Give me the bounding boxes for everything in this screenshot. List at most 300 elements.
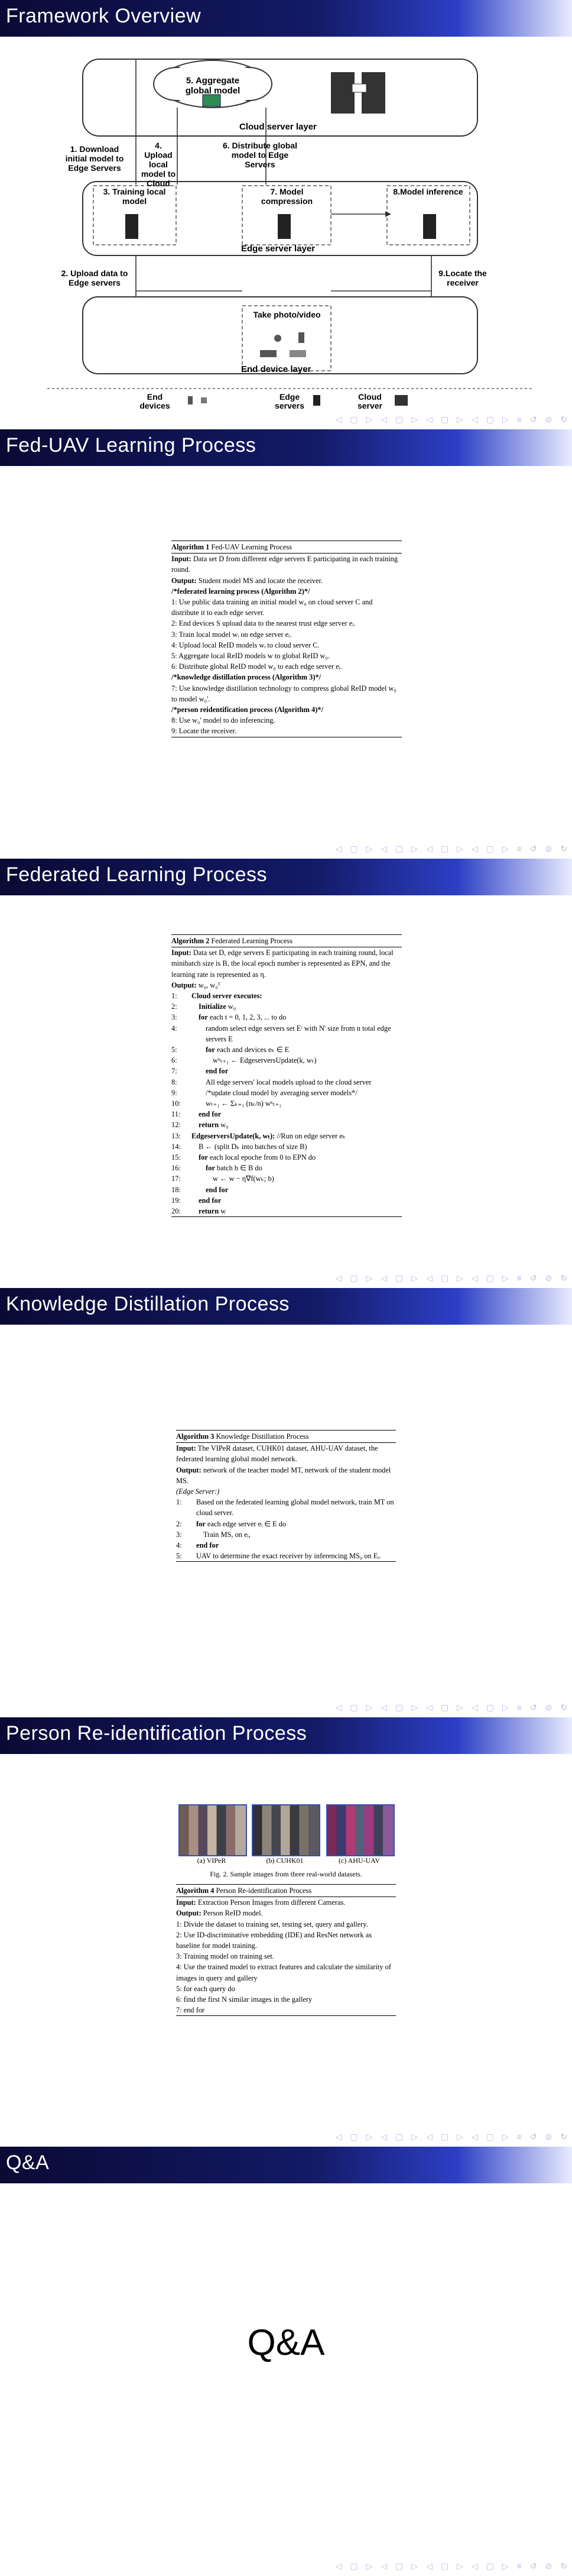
line-text: 3: Train local model wᵢ on edge server eᵢ. [171, 630, 292, 639]
line-text: w₀, w₀ᵀ [196, 980, 221, 989]
algorithm-box [176, 1884, 396, 2016]
camera-icon [260, 350, 277, 357]
nav-glyph-icon[interactable]: ◁ [426, 1703, 433, 1712]
line-text: each edge server eᵢ ∈ E do [205, 1519, 287, 1528]
line-text: each t = 0, 1, 2, 3, ... to do [207, 1013, 287, 1022]
nav-glyph-icon[interactable]: ▷ [411, 415, 418, 424]
nav-glyph-icon[interactable]: ≡ [516, 2561, 522, 2571]
line-text: 2: End devices S upload data to the nearest trust edge server eᵢ. [171, 619, 356, 628]
line-text: w₀ [226, 1002, 236, 1011]
algorithm-line [171, 1077, 402, 1088]
line-text: wₜ₊₁ ← Σₖ₌₁ (nₖ/n) wᵏₜ₊₁ [206, 1099, 282, 1108]
nav-glyph-icon[interactable]: ▢ [395, 2561, 404, 2571]
line-number: 3: [171, 1013, 177, 1022]
nav-glyph-icon[interactable]: ▢ [486, 2561, 494, 2571]
line-text: w [219, 1207, 226, 1216]
algorithm-line [176, 1962, 396, 1983]
algorithm-line [176, 1897, 396, 1908]
algorithm-line [171, 661, 402, 672]
algorithm-line [176, 1486, 396, 1497]
nav-glyph-icon[interactable]: ▢ [350, 2132, 358, 2141]
legend-end-devices: End devices [139, 392, 170, 410]
line-number: 11: [171, 1110, 181, 1119]
line-keyword: Input: [171, 949, 191, 957]
nav-glyph-icon[interactable]: ≡ [516, 844, 522, 853]
nav-glyph-icon[interactable]: ◁ [335, 1703, 342, 1712]
algorithm-caption [171, 541, 402, 553]
algorithm-line [171, 1173, 402, 1184]
algorithm-line [171, 1163, 402, 1173]
nav-glyph-icon[interactable]: ▷ [366, 844, 373, 853]
nav-glyph-icon[interactable]: ▷ [411, 1703, 418, 1712]
nav-glyph-icon[interactable]: ⊘ [545, 1703, 552, 1712]
nav-glyph-icon[interactable]: ▢ [350, 415, 358, 424]
line-text: 1: Use public data training an initial model w₀ on cloud server C and distribute it to each edge server. [171, 598, 373, 617]
nav-glyph-icon[interactable]: ◁ [471, 1703, 478, 1712]
nav-glyph-icon[interactable]: ◁ [335, 844, 342, 853]
line-keyword: /*person reidentification process (Algorithm 4)*/ [171, 706, 323, 714]
line-number: 17: [171, 1174, 181, 1183]
cuhk01-images [252, 1804, 320, 1856]
algorithm-line [171, 629, 402, 640]
line-number: 2: [171, 1002, 177, 1011]
line-text: (Edge Server:) [176, 1487, 220, 1496]
nav-glyph-icon[interactable]: ↻ [560, 1273, 567, 1283]
algorithm-box [176, 1430, 396, 1562]
beamer-nav-bar[interactable] [335, 415, 567, 425]
nav-glyph-icon[interactable]: ▷ [411, 2132, 418, 2141]
algorithm-line [171, 1023, 402, 1044]
nav-glyph-icon[interactable]: ▷ [502, 415, 509, 424]
nav-glyph-icon[interactable]: ▷ [411, 1273, 418, 1283]
legend-cloud-server-icon [395, 395, 408, 406]
algorithm-line [176, 1951, 396, 1962]
line-text: 6: Distribute global ReID model w₀ to each edge server eᵢ. [171, 662, 342, 671]
nav-glyph-icon[interactable]: ▷ [457, 2132, 463, 2141]
line-text: w₀ [219, 1121, 229, 1130]
line-number: 19: [171, 1196, 181, 1205]
line-keyword: Output: [176, 1909, 202, 1918]
slide-title-bar [0, 2147, 572, 2183]
line-keyword: end for [196, 1541, 219, 1550]
algorithm-title: Federated Learning Process [209, 937, 293, 945]
global-model-icon [203, 95, 220, 106]
nav-glyph-icon[interactable]: ≡ [516, 1273, 522, 1283]
nav-glyph-icon[interactable]: ⊘ [545, 415, 552, 424]
nav-glyph-icon[interactable]: ◁ [381, 2132, 388, 2141]
algorithm-box [171, 934, 402, 1217]
beamer-nav-bar[interactable] [335, 1703, 567, 1713]
nav-glyph-icon[interactable]: ▢ [395, 1703, 404, 1712]
nav-glyph-icon[interactable]: ▷ [411, 844, 418, 853]
nav-glyph-icon[interactable]: ▢ [350, 1273, 358, 1283]
nav-glyph-icon[interactable]: ▷ [502, 844, 509, 853]
algorithm-line [171, 554, 402, 575]
nav-glyph-icon[interactable]: ↺ [529, 2132, 537, 2141]
algorithm-line [176, 1551, 396, 1561]
step6-label: 6. Distribute global model to Edge Servers [222, 141, 297, 169]
algorithm-line [171, 1119, 402, 1130]
algorithm-caption [171, 935, 402, 947]
algorithm-line [171, 704, 402, 715]
line-number: 13: [171, 1131, 181, 1140]
line-keyword: return [199, 1121, 219, 1130]
beamer-nav-bar[interactable] [335, 2561, 567, 2571]
nav-glyph-icon[interactable]: ▢ [486, 2132, 494, 2141]
line-keyword: Output: [176, 1465, 202, 1474]
algorithm-line [171, 1044, 402, 1055]
line-keyword: Output: [171, 980, 197, 989]
step8-label: 8.Model inference [393, 187, 463, 196]
beamer-nav-bar[interactable] [335, 844, 567, 854]
nav-glyph-icon[interactable]: ▢ [395, 2132, 404, 2141]
line-number: 4: [171, 1024, 177, 1033]
algorithm-line [176, 1919, 396, 1930]
nav-glyph-icon[interactable]: ↺ [529, 1273, 537, 1283]
nav-glyph-icon[interactable]: ▢ [486, 844, 494, 853]
phone-icon [298, 332, 304, 343]
line-text: each local epoche from 0 to EPN do [207, 1153, 316, 1162]
line-text: w ← w − η∇f(wₖ; b) [213, 1174, 274, 1183]
algorithm-line [171, 575, 402, 586]
algorithm-rule [176, 1561, 396, 1562]
line-text: UAV to determine the exact receiver by inferencing MS₀ on Eᵢ. [196, 1552, 381, 1561]
step2-label: 2. Upload data to Edge servers [61, 268, 128, 287]
cloud-layer-label: Cloud server layer [239, 122, 317, 132]
line-number: 20: [171, 1207, 181, 1216]
slide-title: Person Re-identification Process [6, 1722, 307, 1745]
nav-glyph-icon[interactable]: ▢ [440, 1273, 449, 1283]
slide-knowledge-distillation [0, 1288, 572, 1717]
line-text: batch b ∈ B do [214, 1164, 262, 1173]
subcaption-cuhk01: (b) CUHK01 [266, 1856, 304, 1865]
algorithm-line [171, 597, 402, 618]
nav-glyph-icon[interactable]: ▢ [395, 844, 404, 853]
line-text: 6: find the first N similar images in the gallery [176, 1995, 313, 2004]
line-keyword: Input: [176, 1898, 196, 1907]
algorithm-line [171, 672, 402, 682]
step3-label: 3. Training local model [103, 187, 166, 206]
car-icon [290, 350, 306, 357]
slide-title-bar [0, 1288, 572, 1325]
nav-glyph-icon[interactable]: ▢ [350, 1703, 358, 1712]
line-text: 4: Use the trained model to extract features and calculate the similarity of images in query and gallery [176, 1963, 392, 1982]
sample-images-figure [178, 1804, 394, 1868]
nav-glyph-icon[interactable]: ▷ [502, 2132, 509, 2141]
line-text: 1: Divide the dataset to training set, testing set, query and gallery. [176, 1920, 368, 1928]
nav-glyph-icon[interactable]: ▢ [395, 1273, 404, 1283]
algorithm-line [176, 1983, 396, 1994]
nav-glyph-icon[interactable]: ↻ [560, 2132, 567, 2141]
slide-title: Federated Learning Process [6, 863, 268, 886]
algorithm-line [176, 1994, 396, 2005]
algorithm-line [176, 2005, 396, 2015]
line-text: 5: for each query do [176, 1984, 235, 1993]
nav-glyph-icon[interactable]: ◁ [471, 2561, 478, 2571]
algorithm-title: Person Re-identification Process [214, 1886, 312, 1895]
nav-glyph-icon[interactable]: ◁ [381, 844, 388, 853]
line-number: 2: [176, 1519, 182, 1528]
algorithm-line [176, 1930, 396, 1951]
slide-title: Q&A [6, 2151, 50, 2174]
line-number: 7: [171, 1067, 177, 1076]
algorithm-line [176, 1540, 396, 1551]
legend-edge-servers: Edge servers [275, 392, 304, 410]
algorithm-number: Algorithm 2 [171, 937, 210, 945]
slide-title-bar [0, 859, 572, 895]
nav-glyph-icon[interactable]: ◁ [471, 1273, 478, 1283]
nav-glyph-icon[interactable]: ⊘ [545, 2132, 552, 2141]
algorithm-line [171, 1098, 402, 1109]
algorithm-line [171, 1185, 402, 1195]
line-text: 9: Locate the receiver. [171, 727, 237, 736]
line-number: 1: [171, 992, 177, 1001]
algorithm-line [176, 1497, 396, 1518]
nav-glyph-icon[interactable]: ◁ [381, 415, 388, 424]
step7-label: 7. Model compression [261, 187, 313, 206]
algorithm-line [171, 1131, 402, 1141]
nav-glyph-icon[interactable]: ⊘ [545, 2561, 552, 2571]
nav-glyph-icon[interactable]: ◁ [471, 844, 478, 853]
edge-server-icon [278, 214, 291, 239]
line-number: 5: [176, 1552, 182, 1561]
nav-glyph-icon[interactable]: ▷ [457, 844, 463, 853]
algorithm-line [176, 1529, 396, 1540]
line-text: random select edge servers set Eᵗ with N' size from n total edge servers E [206, 1024, 391, 1043]
legend-cloud-server: Cloud server [357, 392, 383, 410]
line-text: //Run on edge server eₖ [275, 1131, 346, 1140]
line-number: 14: [171, 1142, 181, 1151]
line-number: 15: [171, 1153, 181, 1162]
line-text: Data set D from different edge servers E participating in each training round. [171, 555, 398, 574]
algorithm-line [171, 715, 402, 726]
nav-glyph-icon[interactable]: ⊘ [545, 1273, 552, 1283]
algorithm-line [176, 1465, 396, 1486]
line-number: 16: [171, 1164, 181, 1173]
nav-glyph-icon[interactable]: ▢ [395, 415, 404, 424]
algorithm-line [171, 1055, 402, 1066]
nav-glyph-icon[interactable]: ≡ [516, 2132, 522, 2141]
line-text: The VIPeR dataset, CUHK01 dataset, AHU-UAV dataset, the federated learning global model network. [176, 1444, 378, 1464]
nav-glyph-icon[interactable]: ▷ [502, 1703, 509, 1712]
algorithm-line [171, 991, 402, 1001]
line-keyword: for [196, 1519, 206, 1528]
legend-end-device-icon [201, 397, 207, 403]
line-keyword: for [199, 1013, 208, 1022]
algorithm-line [171, 726, 402, 736]
nav-glyph-icon[interactable]: ↺ [529, 2561, 537, 2571]
nav-glyph-icon[interactable]: ≡ [516, 1703, 522, 1712]
nav-glyph-icon[interactable]: ▷ [457, 2561, 463, 2571]
nav-glyph-icon[interactable]: ▷ [366, 1703, 373, 1712]
slide-person-reid [0, 1717, 572, 2147]
nav-glyph-icon[interactable]: ▢ [486, 1273, 494, 1283]
nav-glyph-icon[interactable]: ◁ [426, 844, 433, 853]
slide-title-bar [0, 0, 572, 37]
algorithm-line [171, 1141, 402, 1152]
algorithm-title: Knowledge Distillation Process [214, 1432, 309, 1441]
slide-title-bar [0, 1717, 572, 1754]
algorithm-caption [176, 1431, 396, 1442]
edge-server-icon [423, 214, 436, 239]
beamer-nav-bar[interactable] [335, 2132, 567, 2142]
nav-glyph-icon[interactable]: ↻ [560, 844, 567, 853]
algorithm-box [171, 541, 402, 737]
line-text: Student model MS and locate the receiver. [196, 576, 323, 585]
line-text: 8: Use w₀' model to do inferencing. [171, 716, 275, 725]
nav-glyph-icon[interactable]: ▷ [457, 415, 463, 424]
algorithm-number: Algorithm 4 [176, 1886, 214, 1895]
line-keyword: end for [199, 1196, 222, 1205]
nav-glyph-icon[interactable]: ≡ [516, 415, 522, 424]
nav-glyph-icon[interactable]: ↻ [560, 1703, 567, 1712]
algorithm-number: Algorithm 1 [171, 543, 210, 551]
step4-label: 4. Upload local model to Cloud [141, 141, 176, 188]
nav-glyph-icon[interactable]: ▢ [440, 2132, 449, 2141]
algorithm-line [171, 1088, 402, 1098]
line-keyword: for [206, 1046, 215, 1054]
nav-glyph-icon[interactable]: ↺ [529, 415, 537, 424]
nav-glyph-icon[interactable]: ▷ [366, 415, 373, 424]
nav-glyph-icon[interactable]: ▢ [486, 1703, 494, 1712]
algorithm-caption [176, 1885, 396, 1897]
line-text: 2: Use ID-discriminative embedding (IDE) and ResNet network as baseline for model training. [176, 1930, 372, 1950]
slide-title: Knowledge Distillation Process [6, 1293, 290, 1315]
line-keyword: for [199, 1153, 208, 1162]
line-keyword: Input: [171, 555, 191, 564]
legend-edge-server-icon [313, 395, 320, 406]
algorithm-line [171, 980, 402, 991]
nav-glyph-icon[interactable]: ↺ [529, 844, 537, 853]
slide-title: Framework Overview [6, 5, 202, 27]
nav-glyph-icon[interactable]: ▷ [457, 1273, 463, 1283]
algorithm-rule [171, 1216, 402, 1217]
nav-glyph-icon[interactable]: ▢ [440, 2561, 449, 2571]
slide-title-bar [0, 429, 572, 466]
nav-glyph-icon[interactable]: ▷ [502, 1273, 509, 1283]
cloud-aggregate-label: 5. Aggregate global model [185, 76, 240, 96]
algorithm-line [171, 1001, 402, 1012]
nav-glyph-icon[interactable]: ◁ [335, 2561, 342, 2571]
line-keyword: end for [206, 1067, 229, 1076]
nav-glyph-icon[interactable]: ▢ [350, 2561, 358, 2571]
nav-glyph-icon[interactable]: ◁ [335, 2132, 342, 2141]
nav-glyph-icon[interactable]: ▢ [440, 844, 449, 853]
line-keyword: Output: [171, 576, 197, 585]
line-keyword: end for [199, 1110, 222, 1119]
line-keyword: for [206, 1164, 215, 1173]
end-box-label: Take photo/video [253, 310, 321, 319]
nav-glyph-icon[interactable]: ▢ [486, 415, 494, 424]
line-number: 18: [171, 1185, 181, 1194]
legend-end-device-icon [188, 396, 193, 404]
viper-images [178, 1804, 247, 1856]
ahu-uav-images [326, 1804, 395, 1856]
nav-glyph-icon[interactable]: ▷ [502, 2561, 509, 2571]
nav-glyph-icon[interactable]: ◁ [381, 1273, 388, 1283]
algorithm-line [176, 1443, 396, 1464]
nav-glyph-icon[interactable]: ▷ [457, 1703, 463, 1712]
algorithm-title: Fed-UAV Learning Process [209, 543, 292, 551]
line-text: wᵏₜ₊₁ ← EdgeserversUpdate(k, wₜ) [213, 1056, 317, 1065]
edge-server-icon [125, 214, 138, 239]
nav-glyph-icon[interactable]: ◁ [426, 415, 433, 424]
nav-glyph-icon[interactable]: ◁ [426, 2561, 433, 2571]
nav-glyph-icon[interactable]: ▷ [366, 2561, 373, 2571]
edge-layer-label: Edge server layer [241, 244, 316, 254]
algorithm-rule [176, 2015, 396, 2016]
nav-glyph-icon[interactable]: ◁ [335, 415, 342, 424]
line-number: 8: [171, 1077, 177, 1086]
beamer-nav-bar[interactable] [335, 1273, 567, 1283]
line-keyword: Initialize [199, 1002, 226, 1011]
line-text: Extraction Person Images from different Cameras. [196, 1898, 346, 1907]
nav-glyph-icon[interactable]: ⊘ [545, 844, 552, 853]
line-keyword: end for [206, 1185, 229, 1194]
qa-big-text: Q&A [247, 2322, 325, 2363]
subcaption-viper: (a) VIPeR [197, 1856, 226, 1865]
line-number: 1: [176, 1498, 182, 1507]
line-number: 4: [176, 1541, 182, 1550]
algorithm-number: Algorithm 3 [176, 1432, 214, 1441]
algorithm-line [171, 683, 402, 704]
algorithm-line [171, 1195, 402, 1206]
line-keyword: Cloud server executes: [191, 992, 262, 1001]
nav-glyph-icon[interactable]: ◁ [471, 2132, 478, 2141]
nav-glyph-icon[interactable]: ▷ [411, 2561, 418, 2571]
algorithm-line [171, 651, 402, 661]
nav-glyph-icon[interactable]: ▢ [440, 1703, 449, 1712]
nav-glyph-icon[interactable]: ▷ [366, 1273, 373, 1283]
line-text: network of the teacher model MT, network of the student model MS. [176, 1465, 391, 1485]
line-text: Train MS, on eᵢ, [203, 1530, 251, 1539]
algorithm-line [171, 640, 402, 651]
nav-glyph-icon[interactable]: ◁ [381, 1703, 388, 1712]
line-keyword: /*knowledge distillation process (Algorithm 3)*/ [171, 673, 321, 682]
slide-federated-learning [0, 859, 572, 1288]
drone-icon [274, 335, 281, 342]
nav-glyph-icon[interactable]: ▢ [350, 844, 358, 853]
algorithm-line [171, 1109, 402, 1119]
line-number: 3: [176, 1530, 182, 1539]
nav-glyph-icon[interactable]: ▷ [366, 2132, 373, 2141]
line-text: /*update cloud model by averaging server models*/ [206, 1088, 358, 1097]
line-text: 3: Training model on training set. [176, 1952, 274, 1961]
algorithm-line [176, 1908, 396, 1918]
nav-glyph-icon[interactable]: ▢ [440, 415, 449, 424]
slide-qa [0, 2147, 572, 2576]
nav-glyph-icon[interactable]: ◁ [426, 2132, 433, 2141]
step9-label: 9.Locate the receiver [438, 268, 487, 287]
algorithm-line [171, 1066, 402, 1076]
nav-glyph-icon[interactable]: ↻ [560, 415, 567, 424]
subcaption-ahu-uav: (c) AHU-UAV [338, 1856, 381, 1865]
algorithm-line [171, 947, 402, 980]
nav-glyph-icon[interactable]: ◁ [381, 2561, 388, 2571]
nav-glyph-icon[interactable]: ◁ [426, 1273, 433, 1283]
algorithm-line [171, 618, 402, 629]
end-layer-label: End device layer [241, 364, 311, 374]
nav-glyph-icon[interactable]: ↺ [529, 1703, 537, 1712]
slide-title: Fed-UAV Learning Process [6, 434, 256, 457]
line-keyword: /*federated learning process (Algorithm 2)*/ [171, 587, 310, 596]
nav-glyph-icon[interactable]: ◁ [335, 1273, 342, 1283]
line-text: Person ReID model. [201, 1909, 263, 1918]
line-number: 9: [171, 1088, 177, 1097]
nav-glyph-icon[interactable]: ↻ [560, 2561, 567, 2571]
nav-glyph-icon[interactable]: ◁ [471, 415, 478, 424]
algorithm-line [176, 1519, 396, 1529]
